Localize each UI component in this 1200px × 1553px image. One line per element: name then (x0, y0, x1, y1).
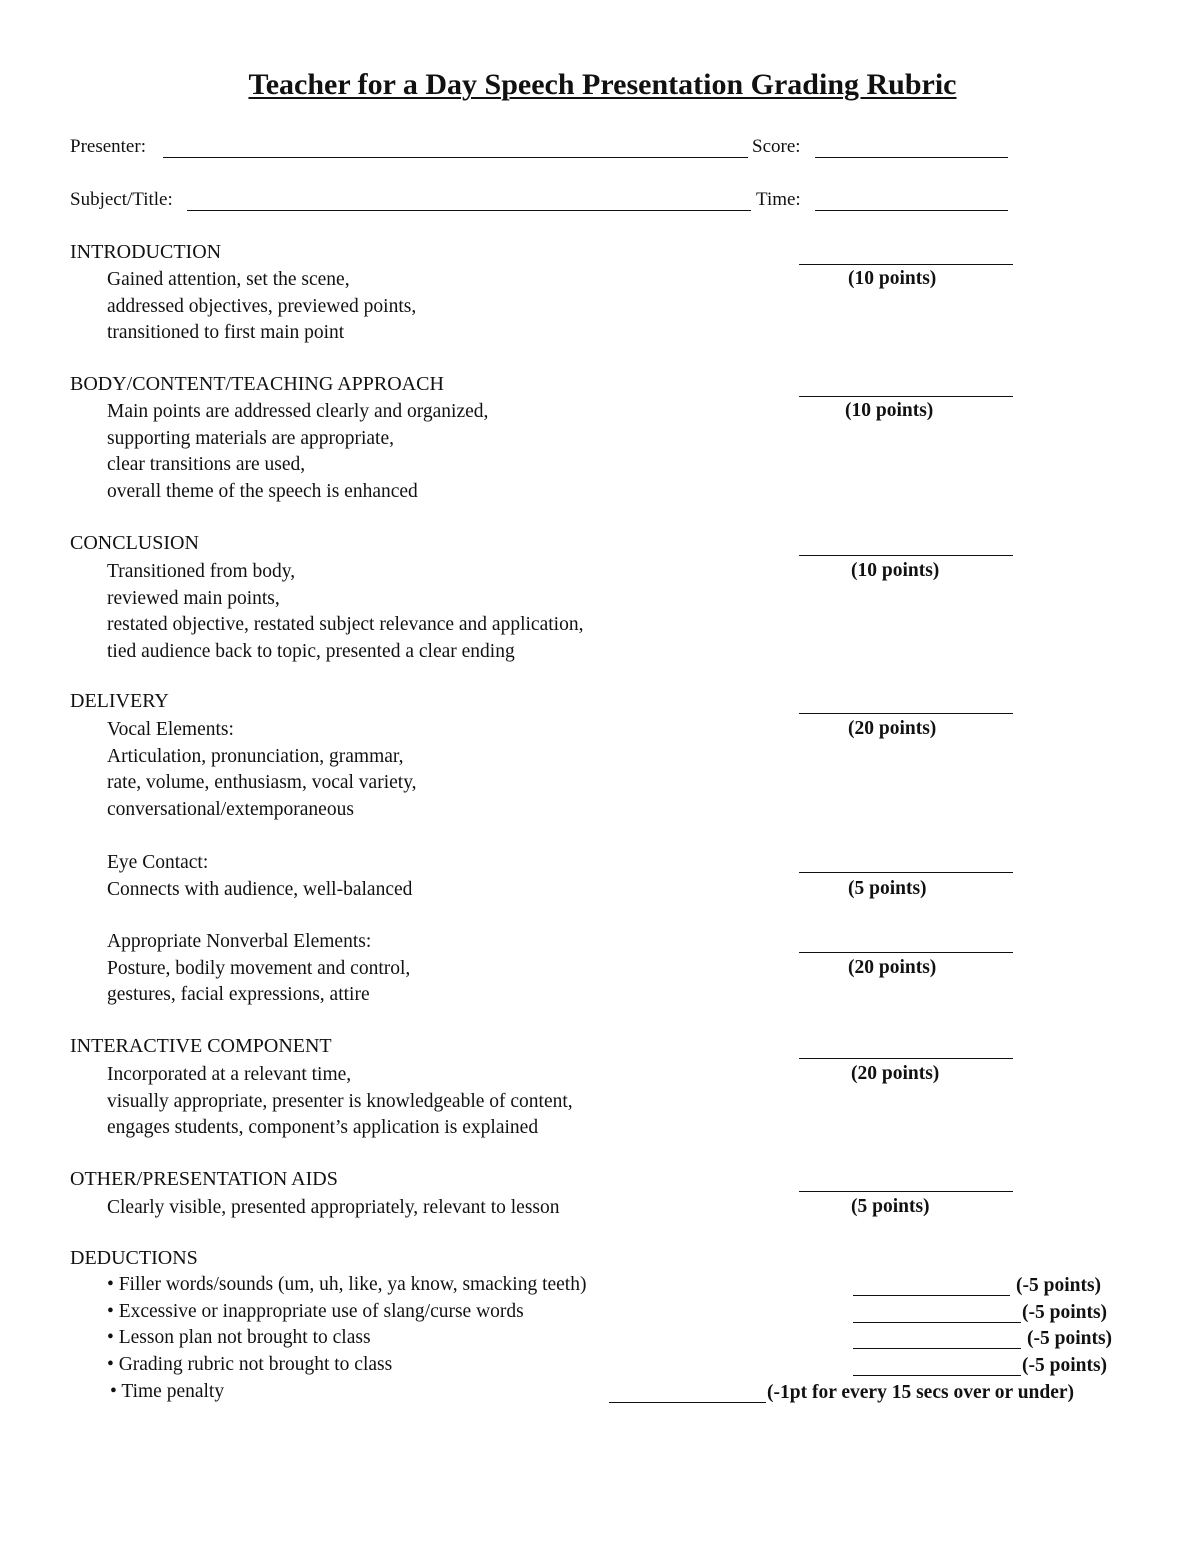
criteria-line: clear transitions are used, (107, 454, 306, 475)
body-score-field[interactable] (799, 396, 1013, 397)
deduction-lesson-plan-points: (-5 points) (1027, 1328, 1113, 1349)
deduction-grading-rubric: • Grading rubric not brought to class (107, 1354, 393, 1375)
introduction-criteria (107, 267, 416, 347)
nonverbal-points: (20 points) (848, 957, 937, 978)
criteria-line: Main points are addressed clearly and organized, (107, 401, 489, 422)
criteria-line: engages students, component’s application is explained (107, 1117, 539, 1138)
criteria-line: Connects with audience, well-balanced (107, 878, 413, 900)
subject-title-label: Subject/Title: (70, 189, 173, 210)
eye-contact-criteria (107, 850, 412, 903)
criteria-line: gestures, facial expressions, attire (107, 984, 370, 1005)
presenter-label: Presenter: (70, 136, 146, 157)
deduction-slang-points: (-5 points) (1022, 1302, 1108, 1323)
deduction-filler-words: • Filler words/sounds (um, uh, like, ya know, smacking teeth) (107, 1274, 587, 1295)
interactive-criteria (107, 1062, 573, 1142)
criteria-line: overall theme of the speech is enhanced (107, 480, 418, 502)
conclusion-heading: CONCLUSION (70, 532, 199, 554)
deduction-filler-words-points: (-5 points) (1016, 1275, 1102, 1296)
presentation-aids-points: (5 points) (851, 1196, 930, 1217)
deduction-lesson-plan-field[interactable] (853, 1348, 1021, 1349)
criteria-line: Transitioned from body, (107, 561, 296, 582)
criteria-line: transitioned to first main point (107, 322, 345, 343)
nonverbal-score-field[interactable] (799, 952, 1013, 953)
body-points: (10 points) (845, 400, 934, 421)
conclusion-score-field[interactable] (799, 555, 1013, 556)
criteria-line: rate, volume, enthusiasm, vocal variety, (107, 772, 417, 793)
criteria-line: Incorporated at a relevant time, (107, 1064, 352, 1085)
vocal-score-field[interactable] (799, 713, 1013, 714)
criteria-line: tied audience back to topic, presented a clear ending (107, 640, 515, 662)
deduction-time-penalty: • Time penalty (110, 1381, 225, 1402)
criteria-line: visually appropriate, presenter is knowledgeable of content, (107, 1090, 573, 1112)
score-label: Score: (752, 136, 801, 157)
criteria-line: Articulation, pronunciation, grammar, (107, 745, 404, 767)
presentation-aids-heading: OTHER/PRESENTATION AIDS (70, 1168, 338, 1190)
interactive-score-field[interactable] (799, 1058, 1013, 1059)
criteria-line: reviewed main points, (107, 587, 280, 609)
score-field[interactable] (815, 157, 1008, 158)
deduction-slang-field[interactable] (853, 1322, 1021, 1323)
deduction-filler-words-field[interactable] (853, 1295, 1010, 1296)
interactive-heading: INTERACTIVE COMPONENT (70, 1035, 332, 1057)
deduction-grading-rubric-field[interactable] (853, 1375, 1021, 1376)
criteria-line: Eye Contact: (107, 852, 209, 873)
introduction-score-field[interactable] (799, 264, 1013, 265)
criteria-line: Appropriate Nonverbal Elements: (107, 931, 372, 952)
criteria-line: Clearly visible, presented appropriately, relevant to lesson (107, 1197, 560, 1218)
introduction-heading: INTRODUCTION (70, 241, 222, 263)
vocal-criteria (107, 717, 417, 823)
vocal-points: (20 points) (848, 718, 937, 739)
presentation-aids-score-field[interactable] (799, 1191, 1013, 1192)
document-title: Teacher for a Day Speech Presentation Grading Rubric (248, 68, 957, 101)
deduction-time-penalty-points: (-1pt for every 15 secs over or under) (767, 1382, 1075, 1403)
criteria-line: addressed objectives, previewed points, (107, 295, 417, 317)
criteria-line: Gained attention, set the scene, (107, 269, 350, 290)
body-criteria (107, 399, 488, 505)
time-field[interactable] (815, 210, 1008, 211)
criteria-line: Vocal Elements: (107, 719, 234, 740)
time-label: Time: (756, 189, 801, 210)
deductions-heading: DEDUCTIONS (70, 1247, 198, 1269)
deduction-slang: • Excessive or inappropriate use of slang/curse words (107, 1301, 524, 1322)
body-heading: BODY/CONTENT/TEACHING APPROACH (70, 373, 444, 395)
deduction-time-penalty-field[interactable] (609, 1402, 766, 1403)
presenter-field[interactable] (163, 157, 748, 158)
interactive-points: (20 points) (851, 1063, 940, 1084)
deduction-lesson-plan: • Lesson plan not brought to class (107, 1327, 371, 1348)
criteria-line: restated objective, restated subject relevance and application, (107, 614, 584, 635)
criteria-line: Posture, bodily movement and control, (107, 957, 411, 979)
deduction-grading-rubric-points: (-5 points) (1022, 1355, 1108, 1376)
delivery-heading: DELIVERY (70, 690, 169, 712)
eye-contact-points: (5 points) (848, 878, 927, 899)
nonverbal-criteria (107, 929, 410, 1009)
conclusion-criteria (107, 559, 583, 665)
subject-title-field[interactable] (187, 210, 751, 211)
criteria-line: conversational/extemporaneous (107, 798, 354, 820)
conclusion-points: (10 points) (851, 560, 940, 581)
introduction-points: (10 points) (848, 268, 937, 289)
eye-contact-score-field[interactable] (799, 872, 1013, 873)
criteria-line: supporting materials are appropriate, (107, 427, 394, 449)
presentation-aids-criteria (107, 1195, 560, 1222)
